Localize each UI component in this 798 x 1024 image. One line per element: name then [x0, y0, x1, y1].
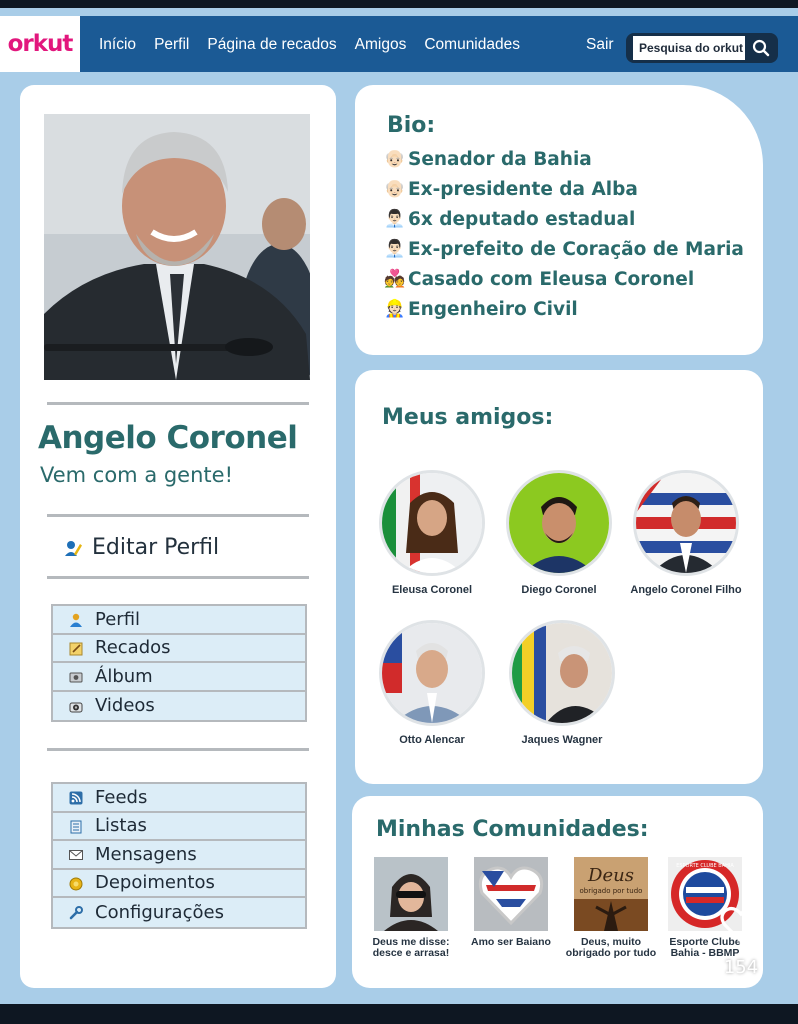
community-item[interactable] — [363, 857, 459, 959]
bio-line — [384, 264, 744, 294]
community-thumb — [474, 857, 548, 931]
menu-item-label: Listas — [95, 815, 147, 837]
menu-item-label: Feeds — [95, 786, 148, 808]
community-name: Deus, muito obrigado por tudo — [565, 936, 657, 959]
community-item[interactable] — [563, 857, 659, 959]
bio-text: Ex-presidente da Alba — [408, 178, 638, 200]
bio-text: Engenheiro Civil — [408, 298, 578, 320]
nav-comunidades[interactable]: Comunidades — [424, 36, 520, 53]
mail-icon — [69, 847, 83, 861]
logout-link[interactable]: Sair — [586, 36, 614, 53]
search-box — [626, 33, 778, 63]
camera-icon — [69, 669, 83, 683]
friend-item[interactable] — [616, 470, 756, 596]
office-worker-icon: 👨🏻‍💼 — [384, 209, 406, 229]
profile-tagline: Vem com a gente! — [40, 463, 233, 487]
friend-name: Angelo Coronel Filho — [630, 584, 742, 596]
friend-name: Otto Alencar — [399, 734, 465, 746]
community-thumb — [574, 857, 648, 931]
community-name: Esporte Clube Bahia - BBMP — [669, 936, 741, 959]
menu-item-label: Recados — [95, 637, 171, 659]
list-icon — [69, 819, 83, 833]
star-icon — [69, 876, 83, 890]
divider — [47, 514, 309, 517]
bio-text: Ex-prefeito de Coração de Maria — [408, 238, 744, 260]
friend-item[interactable] — [362, 470, 502, 596]
friend-item[interactable] — [362, 620, 502, 746]
bio-text: Casado com Eleusa Coronel — [408, 268, 695, 290]
video-icon — [69, 699, 83, 713]
community-item[interactable] — [463, 857, 559, 948]
menu-item-label: Videos — [95, 695, 155, 717]
friend-avatar — [379, 620, 485, 726]
community-thumb-subtitle: obrigado por tudo — [579, 887, 643, 895]
menu-item-perfil[interactable] — [53, 606, 305, 635]
account-menu — [51, 782, 307, 929]
edit-profile-label: Editar Perfil — [92, 535, 220, 560]
top-navigation-bar — [0, 16, 798, 72]
divider — [47, 402, 309, 405]
friends-title: Meus amigos: — [382, 405, 554, 430]
friend-avatar — [506, 470, 612, 576]
profile-photo — [44, 114, 310, 380]
search-icon[interactable] — [749, 36, 773, 60]
nav-inicio[interactable]: Início — [99, 36, 137, 53]
community-thumb-title: Deus — [588, 865, 634, 886]
friend-avatar — [633, 470, 739, 576]
orkut-logo[interactable]: orkut — [0, 16, 80, 72]
menu-item-album[interactable] — [53, 663, 305, 692]
menu-item-recados[interactable] — [53, 635, 305, 664]
friend-avatar — [379, 470, 485, 576]
menu-item-label: Depoimentos — [95, 872, 215, 894]
wrench-icon — [69, 905, 83, 919]
search-input[interactable] — [633, 36, 745, 60]
nav-perfil[interactable]: Perfil — [154, 36, 190, 53]
nav-pagina-de-recados[interactable]: Página de recados — [207, 36, 337, 53]
menu-item-feeds[interactable] — [53, 784, 305, 813]
community-thumb — [374, 857, 448, 931]
bio-text: 6x deputado estadual — [408, 208, 636, 230]
edit-profile-icon — [64, 539, 82, 557]
old-man-icon: 👴🏻 — [384, 149, 406, 169]
friend-name: Eleusa Coronel — [391, 584, 473, 596]
friend-item[interactable] — [492, 620, 632, 746]
menu-item-mensagens[interactable] — [53, 841, 305, 870]
note-icon — [69, 641, 83, 655]
community-name: Amo ser Baiano — [471, 936, 551, 948]
menu-item-videos[interactable] — [53, 692, 305, 721]
menu-item-configuracoes[interactable] — [53, 898, 305, 927]
communities-title: Minhas Comunidades: — [376, 817, 649, 842]
friend-avatar — [509, 620, 615, 726]
bio-text: Senador da Bahia — [408, 148, 592, 170]
menu-item-listas[interactable] — [53, 813, 305, 842]
divider — [47, 748, 309, 751]
bio-line — [384, 204, 744, 234]
divider — [47, 576, 309, 579]
friend-name: Diego Coronel — [521, 584, 597, 596]
couple-icon: 💑 — [384, 269, 406, 289]
friend-item[interactable] — [489, 470, 629, 596]
profile-menu — [51, 604, 307, 722]
bio-list — [384, 144, 744, 324]
community-thumb-ring-text: ESPORTE CLUBE BAHIA — [676, 863, 734, 869]
profile-name: Angelo Coronel — [38, 420, 298, 456]
construction-worker-icon: 👷🏻 — [384, 299, 406, 319]
user-icon — [69, 612, 83, 626]
menu-item-label: Álbum — [95, 665, 153, 687]
bio-line — [384, 144, 744, 174]
menu-item-depoimentos[interactable] — [53, 870, 305, 899]
nav-amigos[interactable]: Amigos — [354, 36, 407, 53]
community-name: Deus me disse: desce e arrasa! — [372, 936, 450, 959]
bio-line — [384, 234, 744, 264]
menu-item-label: Configurações — [95, 901, 224, 923]
bio-line — [384, 174, 744, 204]
bio-title: Bio: — [387, 113, 436, 138]
office-worker-icon: 👨🏻‍💼 — [384, 239, 406, 259]
like-counter[interactable] — [715, 905, 767, 978]
edit-profile-button[interactable] — [64, 535, 219, 560]
heart-icon[interactable] — [719, 905, 763, 945]
main-nav — [99, 36, 538, 54]
menu-item-label: Mensagens — [95, 843, 197, 865]
like-count: 154 — [723, 957, 759, 978]
rss-icon — [69, 790, 83, 804]
menu-item-label: Perfil — [95, 608, 141, 630]
friend-name: Jaques Wagner — [521, 734, 603, 746]
old-man-icon: 👴🏻 — [384, 179, 406, 199]
bio-line — [384, 294, 744, 324]
